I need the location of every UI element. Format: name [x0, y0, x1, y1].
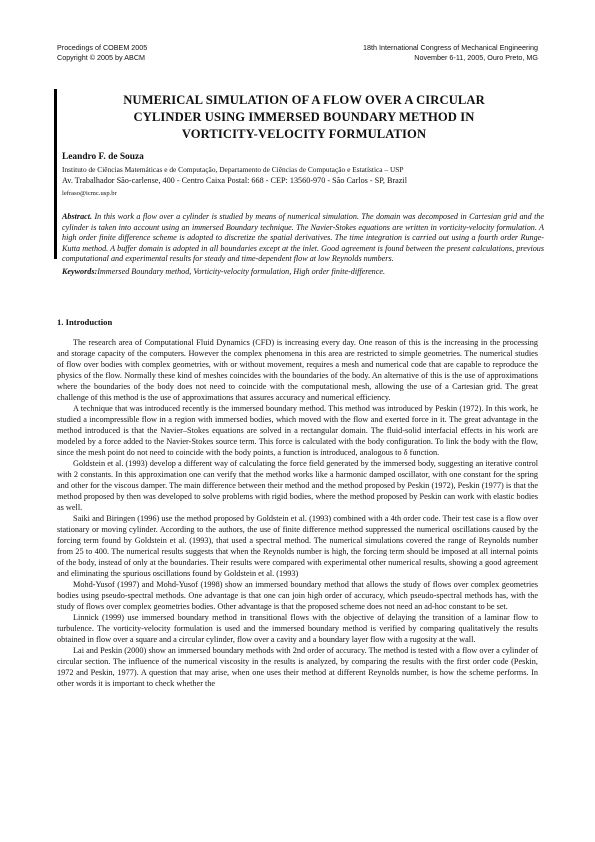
paragraph: Saiki and Biringen (1996) use the method proposed by Goldstein et al. (1993) combined with a 4th order code. Their test case is a flow over stationary or moving cylinder. According to the authors, the use of finite difference method suppressed the numerical oscillations caused by the forcing term found by Goldstein et al. (1993), that used a spectral method. The numerical simulations covered the range of Reynolds number from 25 to 400. The numerical results suggests that when the Reynolds number is high, the forcing term should be imposed at all internal points of the body, instead of only at the boundaries. Their results were compared with experimental other numerical results, showing a good agreement and eliminating the spurious oscillations found by Goldstein et al. (1993) — [57, 514, 538, 579]
paragraph: Goldstein et al. (1993) develop a different way of calculating the force field generated by the immersed body, suggesting an iterative control with 2 constants. In this approximation one can verify that the method works like a harmonic damped oscillator, with one constant for the spring and other for the viscous damper. The main difference between their method and the method proposed by Peskin (1972), Peskin (1977) is that the method proposed by then was developed to solve problems with rigid bodies, where the method proposed by Peskin can work with elastic bodies as well. — [57, 459, 538, 513]
section-heading: 1. Introduction — [57, 317, 113, 327]
introduction-body — [57, 337, 538, 690]
title-line: CYLINDER USING IMMERSED BOUNDARY METHOD IN — [133, 110, 475, 124]
author-affiliation: Instituto de Ciências Matemáticas e de Computação, Departamento de Ciências de Computação e Estatística – USP — [62, 165, 404, 174]
abstract-label: Abstract. — [62, 212, 93, 221]
paragraph: Mohd-Yusof (1997) and Mohd-Yusof (1998) show an immersed boundary method that allows the study of flows over complex geometries bodies using pseudo-spectral methods. One advantage is that one can join high order of accuracy, which pseudo-spectral methods has, with the study of flows over complex geometries bodies. Other advantage is that the proposed scheme does not need an ad-hoc constant to be set. — [57, 580, 538, 612]
author-address: Av. Trabalhador São-carlense, 400 - Centro Caixa Postal: 668 - CEP: 13560-970 - São Carlos - SP, Brazil — [62, 176, 407, 185]
title-line: VORTICITY-VELOCITY FORMULATION — [181, 127, 427, 141]
conference-header-right — [363, 43, 538, 63]
abstract-text: In this work a flow over a cylinder is studied by means of numerical simulation. The domain was decomposed in Cartesian grid and the cylinder is taken into account using an immersed Boundary technique. The Navier-Stokes equations are written in vorticity-velocity formulation. A high order finite difference scheme is adopted to discretize the spatial derivatives. The time integration is carried out using a fourth order Runge-Kutta method. A buffer domain is adopted in all boundaries except at the inlet. Good agreement is found between the present calculations, previous computational and experimental results for steady and time-dependent flow at low Reynolds numbers. — [62, 212, 544, 264]
congress-label: 18th International Congress of Mechanical Engineering — [362, 43, 538, 52]
keywords-label: Keywords: — [62, 267, 98, 276]
copyright-label: Copyright © 2005 by ABCM — [57, 53, 145, 62]
title-line: NUMERICAL SIMULATION OF A FLOW OVER A CIRCULAR — [123, 93, 485, 107]
keywords-text: Immersed Boundary method, Vorticity-velocity formulation, High order finite-difference. — [97, 267, 385, 276]
conference-header-left — [57, 43, 147, 63]
author-name: Leandro F. de Souza — [62, 152, 144, 162]
paragraph: The research area of Computational Fluid Dynamics (CFD) is increasing every day. One reason of this is the increasing in the processing and storage capacity of the computers. However the complex phenomena in this area are restricted to simple geometries. The numerical studies of flow over bodies with complex geometries, with or without movement, requires a mesh and numerical code that are capable to reproduce the physics of the flow. Normally these kind of meshes coincides with the boundaries of the body. An alternative of this is the use of approximations where the boundaries of the body does not need to coincide with the computational mesh, allowing the use of a Cartesian grid. The great challenge of this method is the use of approximations that assures accuracy and numerical efficiency. — [57, 338, 538, 403]
abstract — [62, 212, 544, 265]
paragraph: Linnick (1999) use immersed boundary method in transitional flows with the objective of delaying the transition of a laminar flow to turbulence. The vorticity-velocity formulation is used and the immersed boundary method is verified by comparing qualitatively the results obtained in flow over a square and a circular cylinder, flow over a cavity and a boundary layer flow with a rugosity at the wall. — [57, 613, 538, 645]
title-margin-bar — [54, 89, 57, 259]
proceedings-label: Procedings of COBEM 2005 — [57, 43, 148, 52]
paper-title — [62, 92, 546, 143]
author-block — [62, 151, 544, 200]
paragraph: Lai and Peskin (2000) show an immersed boundary methods with 2nd order of accuracy. The method is tested with a flow over a cylinder of circular section. The influence of the numerical viscosity in the results is analyzed, by comparing the results with the first order code (Peskin, 1972 and Peskin, 1977). A question that may arise, when one uses their method at different Reynolds number, is how the scheme performs. In other words it is important to check whether the — [57, 646, 538, 689]
keywords — [62, 266, 544, 277]
author-email: lefraso@icmc.usp.br — [62, 190, 117, 197]
paragraph: A technique that was introduced recently is the immersed boundary method. This method was introduced by Peskin (1972). In this work, he studied a incompressible flow in a region with immersed bodies, which moved with the flow and exerted force in it. The great advantage in the method introduced is that the Navier–Stokes equations are solved in a rectangular domain. The fluid-solid interfacial effects in his work are modeled by a force added to the Navier-Stokes source term. This force is calculated with the body configuration. To link the body with the flow, since the mesh point do not need to coincide with the body points, a function is introduced, analogous to δ function. — [57, 404, 538, 458]
congress-date-label: November 6-11, 2005, Ouro Preto, MG — [414, 53, 538, 62]
